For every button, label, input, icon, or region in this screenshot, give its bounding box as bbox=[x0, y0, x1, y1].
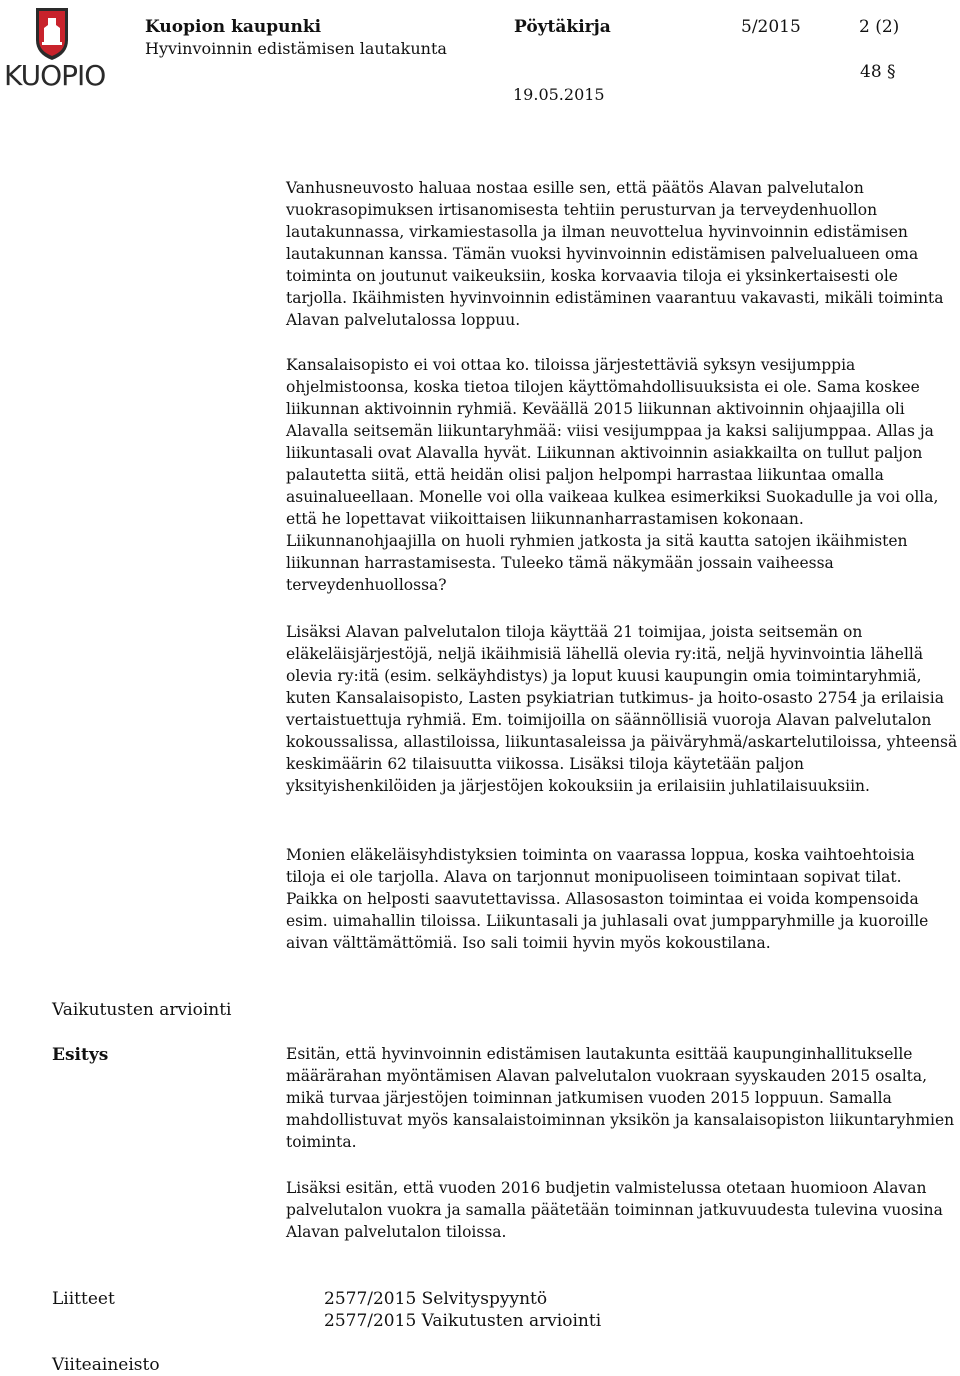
attachment-item: 2577/2015 Vaikutusten arviointi bbox=[324, 1311, 602, 1331]
attachment-item: 2577/2015 Selvityspyyntö bbox=[324, 1289, 548, 1309]
kuopio-logo bbox=[4, 4, 106, 94]
impact-assessment-label: Vaikutusten arviointi bbox=[52, 1000, 232, 1020]
proposal-paragraph-2: Lisäksi esitän, että vuoden 2016 budjetin valmistelussa otetaan huomioon Alavan palvelutalon vuokra ja samalla päätetään toiminnan jatkuvuudesta tulevina vuosina Alavan palvelutalon tiloissa. bbox=[286, 1179, 943, 1241]
board-name: Hyvinvoinnin edistämisen lautakunta bbox=[145, 39, 447, 58]
body-paragraph-1: Vanhusneuvosto haluaa nostaa esille sen, että päätös Alavan palvelutalon vuokrasopimuksen irtisanomisesta tehtiin perusturvan ja terveydenhuollon lautakunnassa, virkamiestasolla ja ilman neuvottelua hyvinvoinnin edistämisen lautakunnan kanssa. Tämän vuoksi hyvinvoinnin edistämisen palvelualueen oma toiminta on joutunut vaikeuksiin, koska korvaavia tiloja ei yksinkertaisesti ole tarjolla. Ikäihmisten hyvinvoinnin edistäminen vaarantuu vakavasti, mikäli toiminta Alavan palvelutalossa loppuu. bbox=[286, 179, 944, 329]
document-number: 5/2015 bbox=[741, 17, 801, 37]
attachments-label: Liitteet bbox=[52, 1289, 115, 1309]
proposal-paragraph-1: Esitän, että hyvinvoinnin edistämisen lautakunta esittää kaupunginhallitukselle määrärahan myöntämisen Alavan palvelutalon vuokraan syyskauden 2015 osalta, mikä turvaa järjestöjen toiminnan jatkumisen vuoden 2015 loppuun. Samalla mahdollistuvat myös kansalaistoiminnan yksikön ja kansalaisopiston liikuntaryhmien toiminta. bbox=[286, 1045, 955, 1151]
organization-name: Kuopion kaupunki bbox=[145, 17, 322, 37]
body-paragraph-3: Lisäksi Alavan palvelutalon tiloja käyttää 21 toimijaa, joista seitsemän on eläkeläisjärjestöjä, neljä ikäihmisiä lähellä olevia ry:itä, neljä hyvinvointia lähellä olevia ry:itä (esim. selkäyhdistys) ja loput kuusi kaupungin omia toimintaryhmiä, kuten Kansalaisopisto, Lasten psykiatrian tutkimus- ja hoito-osasto 2754 ja erilaisia vertaistuettuja ryhmiä. Em. toimijoilla on säännöllisiä vuoroja Alavan palvelutalon kokoussalissa, allastiloissa, liikuntasaleissa ja päiväryhmä/askartelutiloissa, yhteensä keskimäärin 62 tilaisuutta viikossa. Lisäksi tiloja käytetään paljon yksityishenkilöiden ja järjestöjen kokouksiin ja erilaisiin juhlatilaisuuksiin. bbox=[286, 623, 958, 795]
logo-wordmark: KUOPIO bbox=[4, 59, 106, 92]
document-type: Pöytäkirja bbox=[514, 17, 611, 37]
attachments-list bbox=[324, 1288, 601, 1332]
page-number: 2 (2) bbox=[859, 17, 900, 37]
references-label: Viiteaineisto bbox=[52, 1355, 160, 1375]
body-paragraph-2: Kansalaisopisto ei voi ottaa ko. tiloissa järjestettäviä syksyn vesijumppia ohjelmistoonsa, koska tietoa tilojen käyttömahdollisuuksista ei ole. Sama koskee liikunnan aktivoinnin ryhmiä. Keväällä 2015 liikunnan aktivoinnin ohjaajilla oli Alavalla seitsemän liikuntaryhmää: viisi vesijumppaa ja kaksi salijumppaa. Allas ja liikuntasali ovat Alavalla hyvät. Liikunnan aktivoinnin asiakkailta on tullut paljon palautetta siitä, että heidän olisi paljon helpompi harrastaa liikuntaa omalla asuinalueellaan. Monelle voi olla vaikeaa kulkea esimerkiksi Suokadulle ja voi olla, että he lopettavat viikoittaisen liikunnanharrastamisen kokonaan. Liikunnanohjaajilla on huoli ryhmien jatkosta ja sitä kautta satojen ikäihmisten liikunnan harrastamisesta. Tuleeko tämä näkymään jossain vaiheessa terveydenhuollossa? bbox=[286, 356, 939, 594]
proposal-label: Esitys bbox=[52, 1045, 109, 1065]
meeting-date: 19.05.2015 bbox=[513, 85, 605, 104]
body-paragraph-4: Monien eläkeläisyhdistyksien toiminta on vaarassa loppua, koska vaihtoehtoisia tiloja ei ole tarjolla. Alava on tarjonnut monipuoliseen toimintaan sopivat tilat. Paikka on helposti saavutettavissa. Allasosaston toimintaa ei voida kompensoida esim. uimahallin tiloissa. Liikuntasali ja juhlasali ovat jumpparyhmille ja kuoroille aivan välttämättömiä. Iso sali toimii hyvin myös kokoustilana. bbox=[286, 846, 929, 952]
section-number: 48 § bbox=[860, 62, 896, 82]
